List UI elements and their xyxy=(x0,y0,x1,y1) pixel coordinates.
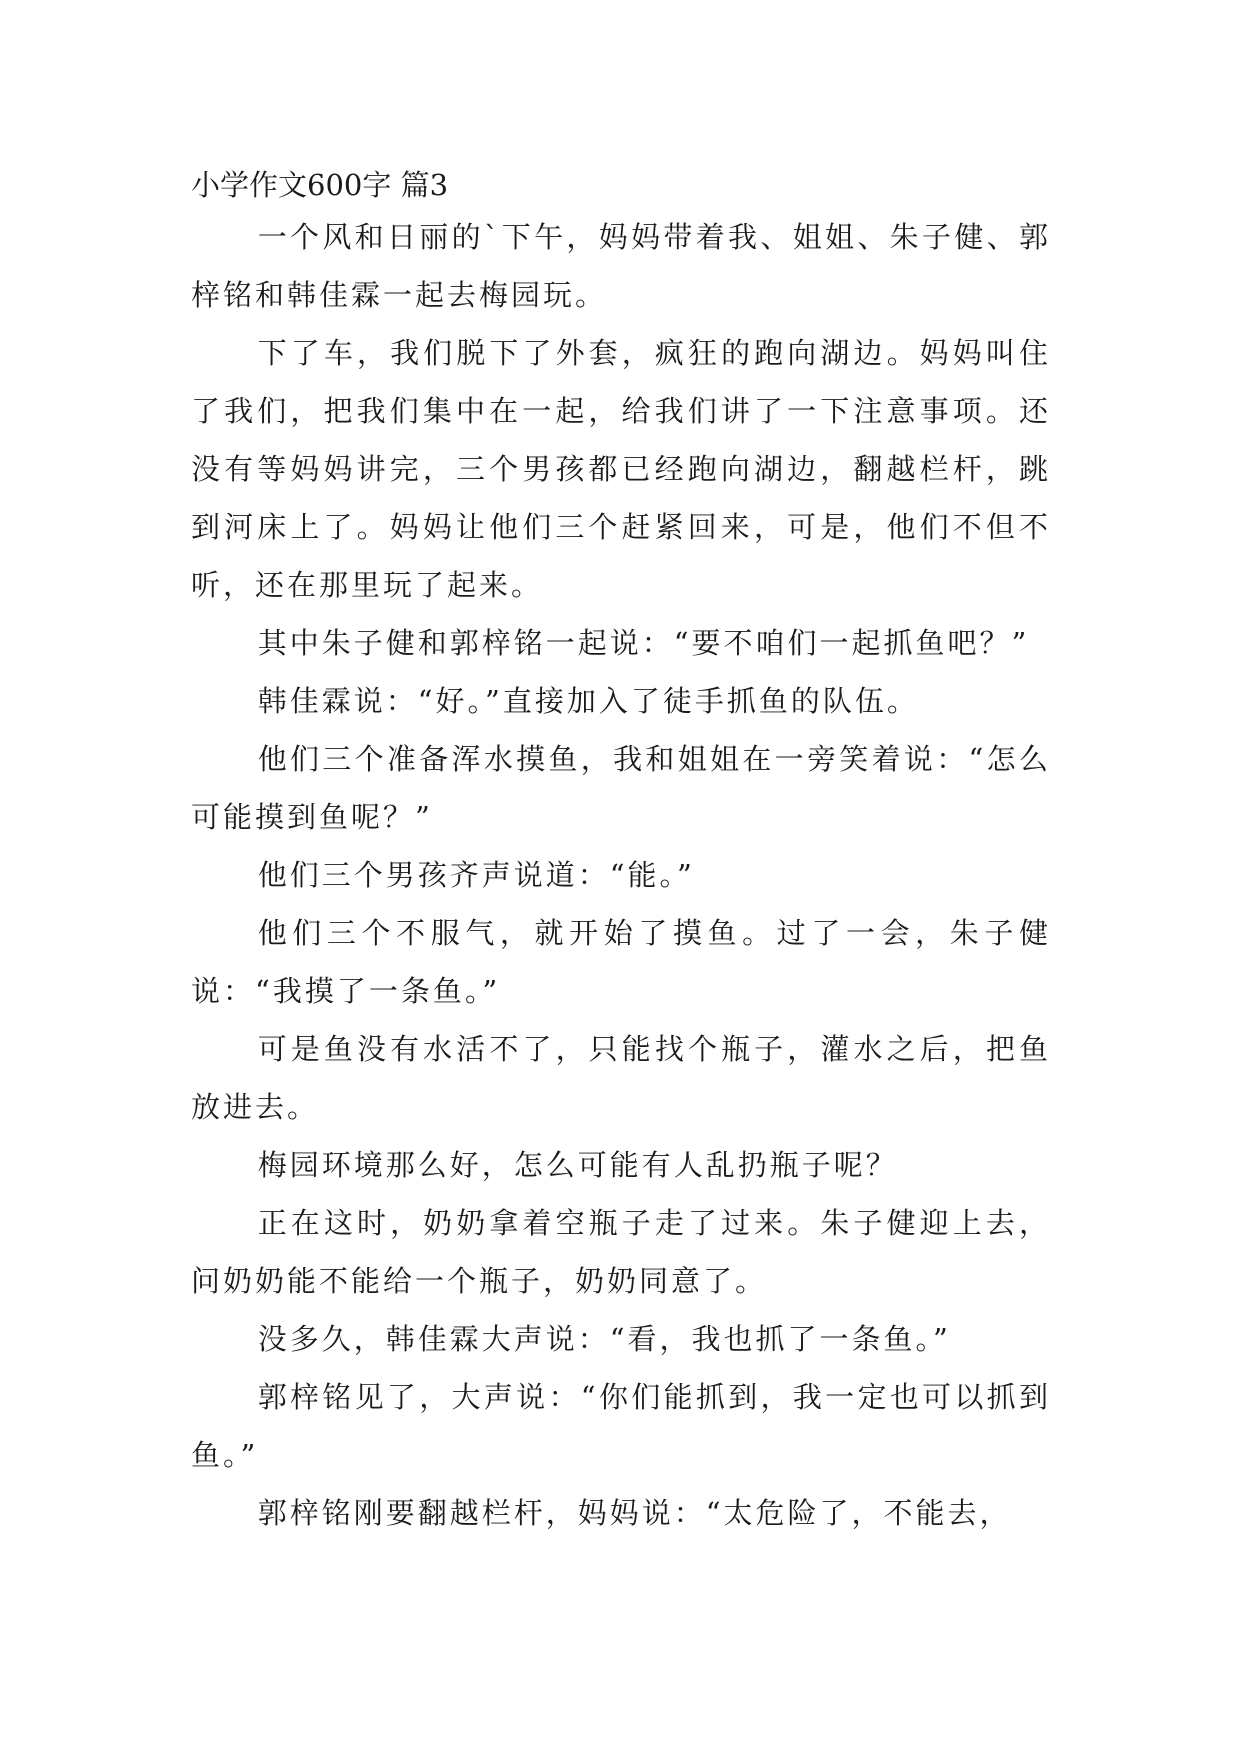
paragraph-1: 一个风和日丽的`下午，妈妈带着我、姐姐、朱子健、郭梓铭和韩佳霖一起去梅园玩。 xyxy=(191,220,1051,312)
essay-title: 小学作文600字 篇3 xyxy=(191,168,449,202)
paragraph-4: 韩佳霖说：“好。”直接加入了徒手抓鱼的队伍。 xyxy=(257,684,919,718)
paragraph-13: 郭梓铭刚要翻越栏杆，妈妈说：“太危险了，不能去， xyxy=(257,1496,1012,1530)
paragraph-10: 正在这时，奶奶拿着空瓶子走了过来。朱子健迎上去，问奶奶能不能给一个瓶子，奶奶同意了。 xyxy=(191,1206,1051,1298)
paragraph-5: 他们三个准备浑水摸鱼，我和姐姐在一旁笑着说：“怎么可能摸到鱼呢？” xyxy=(191,742,1051,834)
paragraph-11: 没多久，韩佳霖大声说：“看，我也抓了一条鱼。” xyxy=(257,1322,951,1356)
paragraph-12: 郭梓铭见了，大声说：“你们能抓到，我一定也可以抓到鱼。” xyxy=(191,1380,1051,1472)
document-page xyxy=(191,166,1051,1542)
paragraph-2: 下了车，我们脱下了外套，疯狂的跑向湖边。妈妈叫住了我们，把我们集中在一起，给我们讲了一下注意事项。还没有等妈妈讲完，三个男孩都已经跑向湖边，翻越栏杆，跳到河床上了。妈妈让他们三个赶紧回来，可是，他们不但不听，还在那里玩了起来。 xyxy=(191,336,1051,602)
paragraph-6: 他们三个男孩齐声说道：“能。” xyxy=(257,858,695,892)
paragraph-9: 梅园环境那么好，怎么可能有人乱扔瓶子呢？ xyxy=(257,1148,898,1182)
paragraph-7: 他们三个不服气，就开始了摸鱼。过了一会，朱子健说：“我摸了一条鱼。” xyxy=(191,916,1051,1008)
paragraph-3: 其中朱子健和郭梓铭一起说：“要不咱们一起抓鱼吧？” xyxy=(257,626,1030,660)
paragraph-8: 可是鱼没有水活不了，只能找个瓶子，灌水之后，把鱼放进去。 xyxy=(191,1032,1051,1124)
